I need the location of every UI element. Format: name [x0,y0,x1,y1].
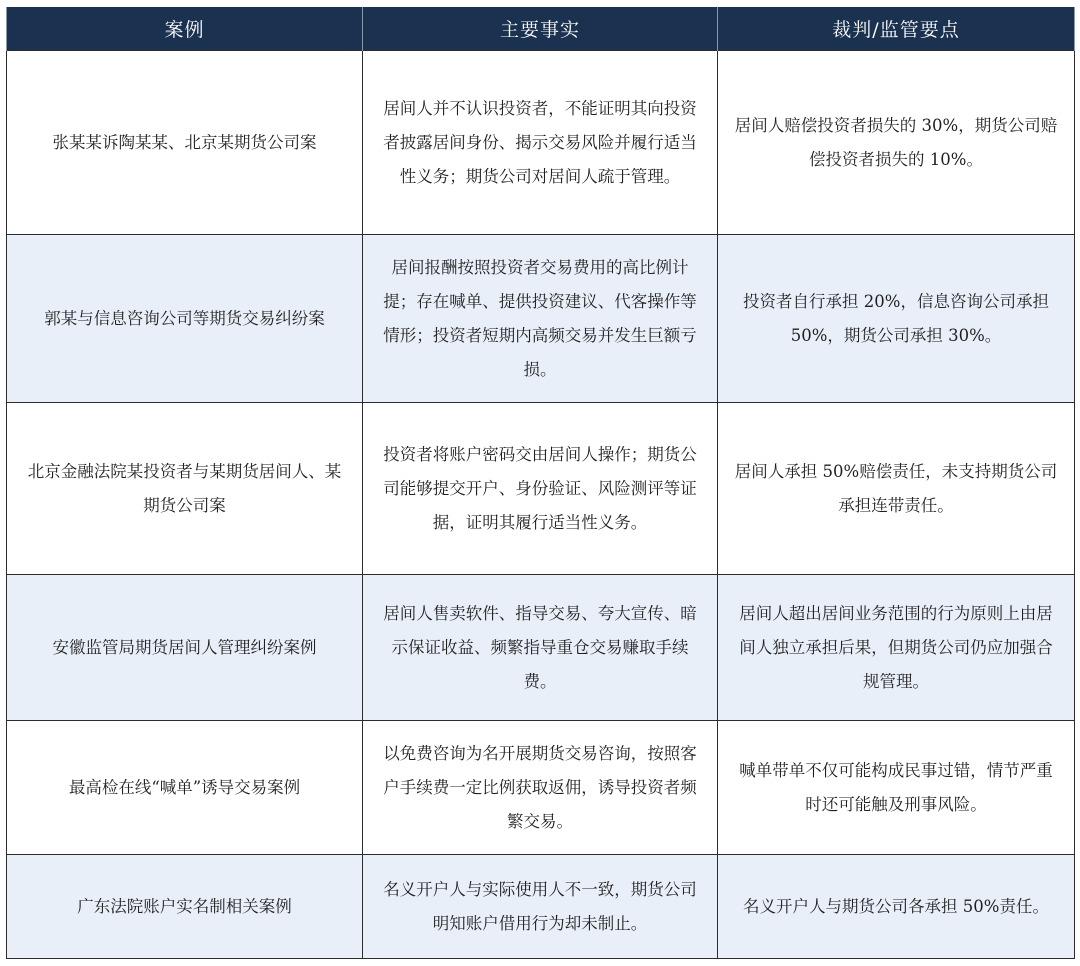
case-cell: 北京金融法院某投资者与某期货居间人、某期货公司案 [7,403,363,575]
case-cell: 郭某与信息咨询公司等期货交易纠纷案 [7,235,363,403]
table-header [7,7,1075,51]
ruling-cell: 喊单带单不仅可能构成民事过错，情节严重时还可能触及刑事风险。 [718,721,1075,855]
ruling-cell: 居间人超出居间业务范围的行为原则上由居间人独立承担后果，但期货公司仍应加强合规管理。 [718,575,1075,721]
table-row [7,403,1075,575]
table-row [7,235,1075,403]
table-body [7,51,1075,959]
table-row [7,721,1075,855]
case-cell: 安徽监管局期货居间人管理纠纷案例 [7,575,363,721]
case-table-container [6,7,1074,959]
ruling-cell: 居间人承担 50%赔偿责任，未支持期货公司承担连带责任。 [718,403,1075,575]
table-row [7,51,1075,235]
case-cell: 最高检在线“喊单”诱导交易案例 [7,721,363,855]
facts-cell: 居间报酬按照投资者交易费用的高比例计提；存在喊单、提供投资建议、代客操作等情形；投资者短期内高频交易并发生巨额亏损。 [363,235,718,403]
header-case: 案例 [7,7,363,51]
facts-cell: 居间人并不认识投资者，不能证明其向投资者披露居间身份、揭示交易风险并履行适当性义务；期货公司对居间人疏于管理。 [363,51,718,235]
header-ruling: 裁判/监管要点 [718,7,1075,51]
facts-cell: 投资者将账户密码交由居间人操作；期货公司能够提交开户、身份验证、风险测评等证据，证明其履行适当性义务。 [363,403,718,575]
case-cell: 张某某诉陶某某、北京某期货公司案 [7,51,363,235]
table-row [7,855,1075,959]
header-facts: 主要事实 [363,7,718,51]
case-table [6,7,1075,959]
facts-cell: 名义开户人与实际使用人不一致，期货公司明知账户借用行为却未制止。 [363,855,718,959]
ruling-cell: 名义开户人与期货公司各承担 50%责任。 [718,855,1075,959]
case-cell: 广东法院账户实名制相关案例 [7,855,363,959]
ruling-cell: 投资者自行承担 20%，信息咨询公司承担 50%，期货公司承担 30%。 [718,235,1075,403]
header-row [7,7,1075,51]
table-row [7,575,1075,721]
ruling-cell: 居间人赔偿投资者损失的 30%，期货公司赔偿投资者损失的 10%。 [718,51,1075,235]
facts-cell: 居间人售卖软件、指导交易、夸大宣传、暗示保证收益、频繁指导重仓交易赚取手续费。 [363,575,718,721]
facts-cell: 以免费咨询为名开展期货交易咨询，按照客户手续费一定比例获取返佣，诱导投资者频繁交易。 [363,721,718,855]
